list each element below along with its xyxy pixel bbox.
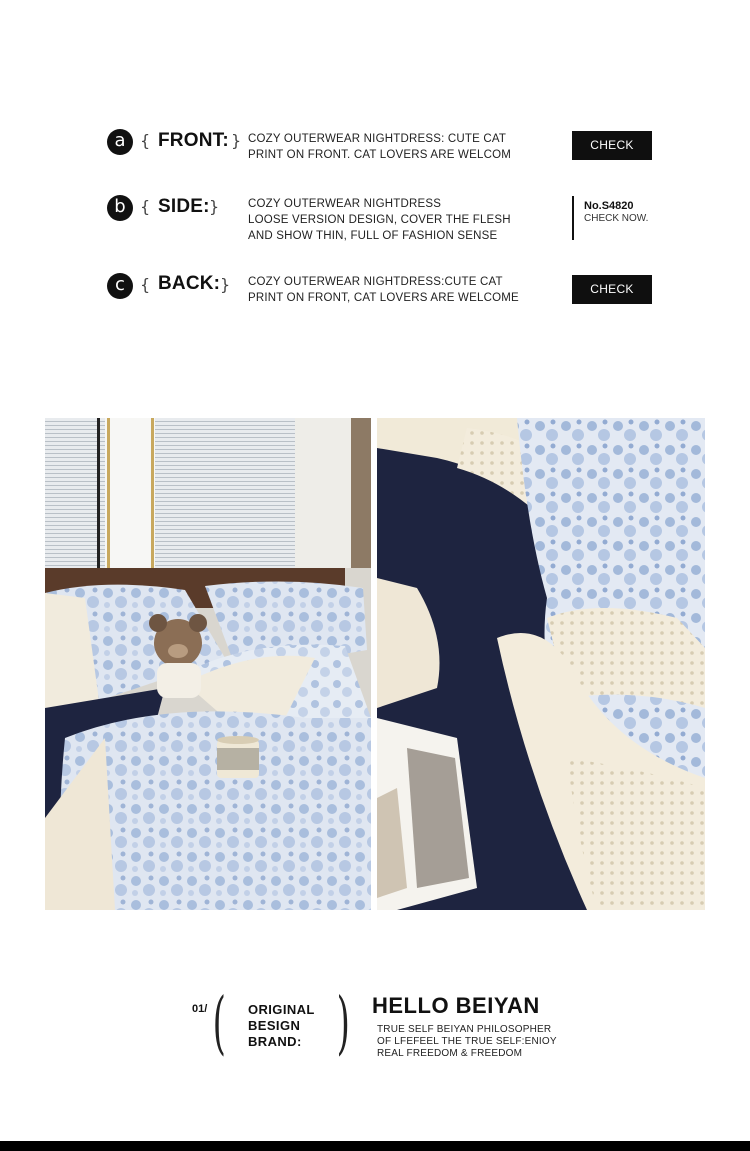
original-design-brand [248, 1002, 315, 1050]
side-description [248, 196, 511, 244]
front-description [248, 131, 511, 163]
product-number: No.S4820 [584, 200, 634, 212]
brace-open: { [140, 275, 151, 294]
brand-description [377, 1024, 557, 1060]
bedroom-illustration [45, 418, 371, 910]
back-desc-line: PRINT ON FRONT, CAT LOVERS ARE WELCOME [248, 292, 519, 304]
side-desc-line: AND SHOW THIN, FULL OF FASHION SENSE [248, 230, 498, 242]
brace-open: { [140, 197, 151, 216]
badge-b: b [107, 195, 133, 221]
original-line: BRAND: [248, 1034, 302, 1049]
check-button[interactable]: CHECK [572, 275, 652, 304]
brace-open: { [140, 131, 151, 150]
badge-c: c [107, 273, 133, 299]
product-code[interactable] [572, 196, 648, 240]
front-desc-line: PRINT ON FRONT. CAT LOVERS ARE WELCOM [248, 149, 511, 161]
brand-footer [0, 984, 750, 1070]
side-desc-line: LOOSE VERSION DESIGN, COVER THE FLESH [248, 214, 511, 226]
section-number: 01/ [192, 1003, 208, 1015]
badge-a: a [107, 129, 133, 155]
original-line: ORIGINAL [248, 1002, 315, 1017]
back-description [248, 274, 519, 306]
paren-open: ( [212, 984, 226, 1063]
brand-title: HELLO BEIYAN [372, 993, 540, 1018]
brand-desc-line: REAL FREEDOM & FREEDOM [377, 1048, 523, 1059]
brand-desc-line: OF LFEFEEL THE TRUE SELF:ENIOY [377, 1036, 557, 1047]
bedding-closeup-photo [377, 418, 705, 910]
brace-close: } [220, 275, 231, 294]
bedroom-photo [45, 418, 371, 910]
bedding-illustration [377, 418, 705, 910]
side-label: SIDE: [158, 196, 210, 217]
front-label: FRONT: [158, 130, 229, 151]
brand-desc-line: TRUE SELF BEIYAN PHILOSOPHER [377, 1024, 552, 1035]
brace-close: } [209, 197, 220, 216]
paren-close: ) [336, 984, 350, 1063]
front-desc-line: COZY OUTERWEAR NIGHTDRESS: CUTE CAT [248, 133, 507, 145]
side-desc-line: COZY OUTERWEAR NIGHTDRESS [248, 198, 442, 210]
original-line: BESIGN [248, 1018, 301, 1033]
brace-close: } [231, 131, 242, 150]
check-button[interactable]: CHECK [572, 131, 652, 160]
bottom-divider [0, 1141, 750, 1151]
back-desc-line: COZY OUTERWEAR NIGHTDRESS:CUTE CAT [248, 276, 503, 288]
back-label: BACK: [158, 273, 221, 294]
check-now-link[interactable]: CHECK NOW. [584, 213, 649, 224]
